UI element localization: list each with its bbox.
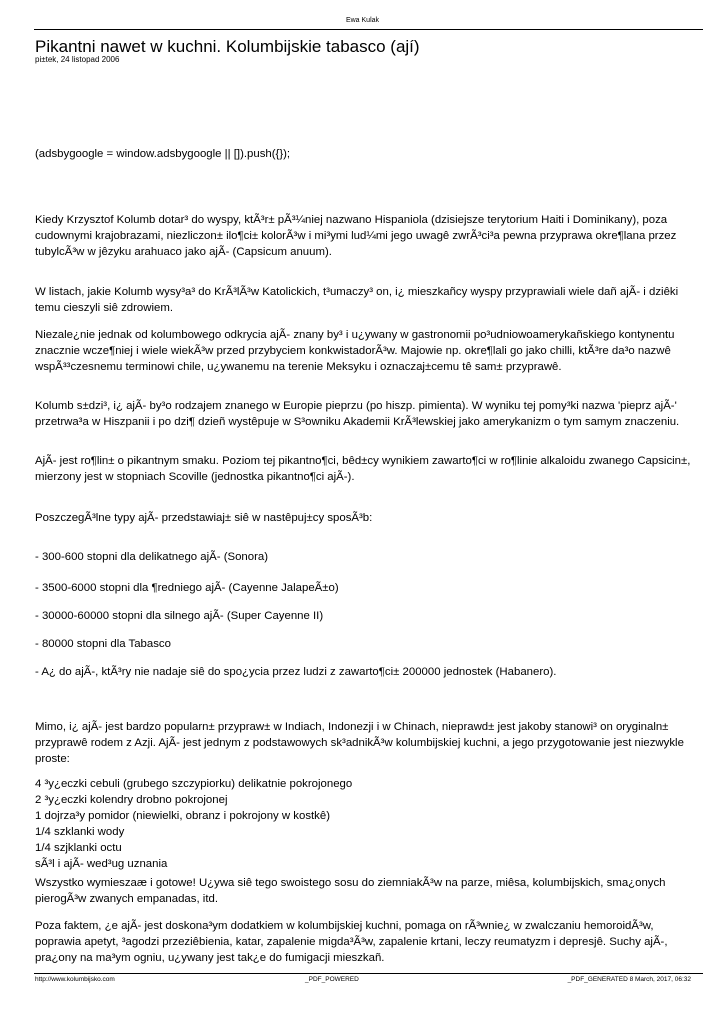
paragraph: Kiedy Krzysztof Kolumb dotar³ do wyspy, ktÃ³r± pÃ³¼niej nazwano Hispaniola (dzisiejsze terytorium Haiti i Dominikany), poza cudownymi krajobrazami, niezliczon± ilo¶ci± kolorÃ³w i mi³ymi lud¼mi jego uwagê zwrÃ³ci³a pewna przyprawa okre¶lana przez tubylcÃ³w w jêzyku arahuaco jako ajÃ- (Capsicum anuum). [35,214,677,258]
list-item: - A¿ do ajÃ-, ktÃ³ry nie nadaje siê do spo¿ycia przez ludzi z zawarto¶ci± 200000 jednostek (Habanero). [35,666,557,678]
list-item: - 300-600 stopni dla delikatnego ajÃ- (Sonora) [35,551,269,563]
list-item: - 80000 stopni dla Tabasco [35,638,171,650]
header-rule [34,29,703,30]
paragraph: Niezale¿nie jednak od kolumbowego odkrycia ajÃ- znany by³ i u¿ywany w gastronomii po³udniowoamerykañskiego kontynentu znacznie wcze¶niej i wiele wiekÃ³w przed przybyciem konkwistadorÃ³w. Majowie np. okre¶lali go jako chilli, ktÃ³re da³o nazwê wspÃ³³czesnemu terminowi chile, u¿ywanemu na terenie Meksyku i oznaczaj±cemu tê sam± przyprawê. [35,329,675,373]
recipe-item: 2 ³y¿eczki kolendry drobno pokrojonej [35,794,228,806]
recipe-item: 4 ³y¿eczki cebuli (grubego szczypiorku) delikatnie pokrojonego [35,778,353,790]
list-item: - 3500-6000 stopni dla ¶redniego ajÃ- (Cayenne JalapeÃ±o) [35,582,339,594]
header-author: Ewa Kulak [345,17,380,24]
recipe-item: 1/4 szklanki wody [35,826,125,838]
paragraph: W listach, jakie Kolumb wysy³a³ do KrÃ³lÃ³w Katolickich, t³umaczy³ on, i¿ mieszkañcy wyspy przyprawiali wiele dañ ajÃ- i dziêki temu cieszyli siê zdrowiem. [35,286,679,314]
paragraph: Poza faktem, ¿e ajÃ- jest doskona³ym dodatkiem w kolumbijskiej kuchni, pomaga on rÃ³wnie¿ w zwalczaniu hemoroidÃ³w, poprawia apetyt, ³agodzi przeziêbienia, katar, zapalenie migda³Ã³w, zapalenie krtani, leczy reumatyzm i depresjê. Suchy ajÃ-, pra¿ony na ma³ym ogniu, u¿ywany jest tak¿e do fumigacji mieszkañ. [35,920,668,964]
paragraph: AjÃ- jest ro¶lin± o pikantnym smaku. Poziom tej pikantno¶ci, bêd±cy wynikiem zawarto¶ci w ro¶linie alkaloidu zwanego Capsicin±, mierzony jest w stopniach Scoville (jednostka pikantno¶ci ajÃ-). [35,455,691,483]
ads-code-text: (adsbygoogle = window.adsbygoogle || []).push({}); [35,148,291,160]
list-item: - 30000-60000 stopni dla silnego ajÃ- (Super Cayenne II) [35,610,324,622]
paragraph: Kolumb s±dzi³, i¿ ajÃ- by³o rodzajem znanego w Europie pieprzu (po hiszp. pimienta). W wyniku tej pomy³ki nazwa 'pieprz ajÃ-' przetrwa³a w Hiszpanii i po dzi¶ dzieñ wystêpuje w S³owniku Akademii KrÃ³lewskiej jako amerykanizm o tym samym znaczeniu. [35,400,680,428]
article-date: pi±tek, 24 listopad 2006 [35,55,120,64]
recipe-item: 1/4 szjklanki octu [35,842,122,854]
recipe-item: 1 dojrza³y pomidor (niewielki, obranz i pokrojony w kostkê) [35,810,331,822]
paragraph: Mimo, i¿ ajÃ- jest bardzo popularn± przypraw± w Indiach, Indonezji i w Chinach, nieprawd± jest jakoby stanowi³ on oryginaln± przyprawê rodem z Azji. AjÃ- jest jednym z podstawowych sk³adnikÃ³w kolumbijskiej kuchni, a jego przygotowanie jest niezwykle proste: [35,721,684,765]
footer-url: http://www.kolumbijsko.com [35,976,115,983]
recipe-item: sÃ³l i ajÃ- wed³ug uznania [35,858,168,870]
article-title: Pikantni nawet w kuchni. Kolumbijskie tabasco (ají) [35,37,420,56]
paragraph: PoszczegÃ³lne typy ajÃ- przedstawiaj± siê w nastêpuj±cy sposÃ³b: [35,512,373,524]
footer-powered: _PDF_POWERED [305,976,359,983]
paragraph: Wszystko wymieszaæ i gotowe! U¿ywa siê tego swoistego sosu do ziemniakÃ³w na parze, miêsa, kolumbijskich, sma¿onych pierogÃ³w zwanych empanadas, itd. [35,877,666,905]
footer-rule [34,973,703,974]
recipe-list [35,776,695,872]
footer-generated: _PDF_GENERATED 8 March, 2017, 06:32 [567,976,691,983]
